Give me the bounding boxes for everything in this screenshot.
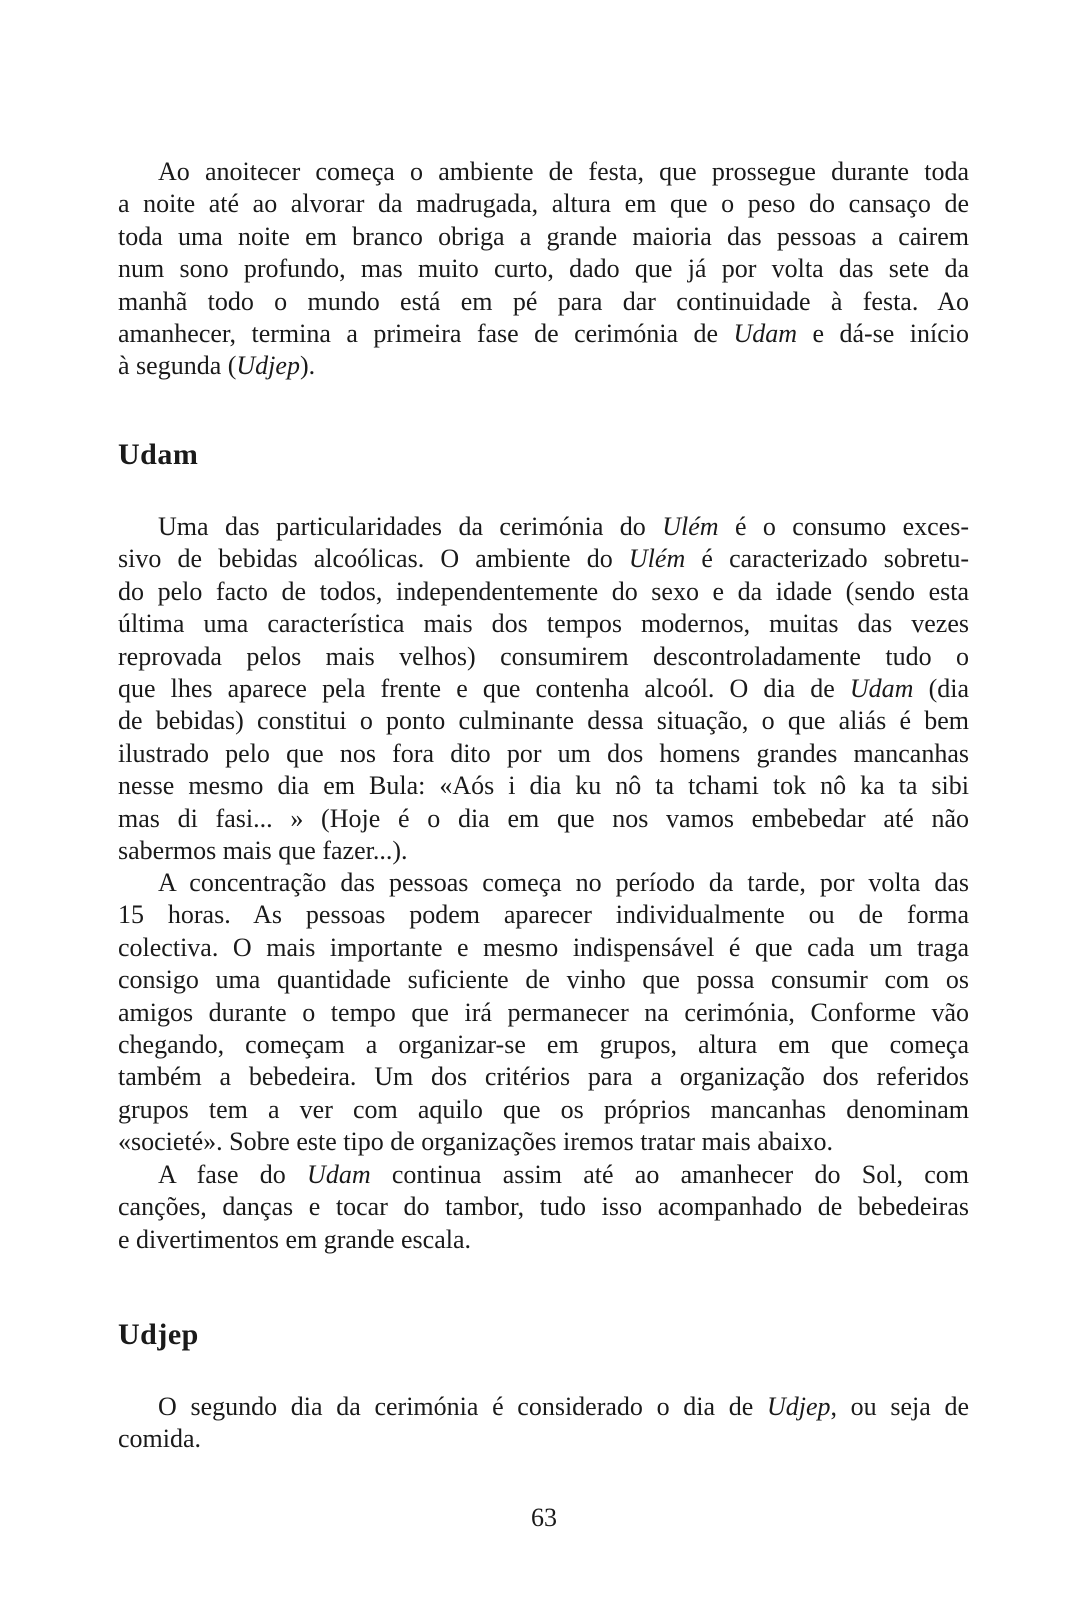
text-segment: Ao anoitecer começa o ambiente de festa, que prossegue durante toda	[158, 157, 969, 186]
text-segment: comida.	[118, 1424, 202, 1454]
text-line	[118, 318, 969, 350]
text-line	[118, 770, 969, 802]
text-line	[118, 608, 969, 640]
text-line	[118, 867, 969, 899]
text-segment: A fase do	[158, 1160, 308, 1189]
text-segment: colectiva. O mais importante e mesmo indispensável é que cada um traga	[118, 932, 969, 962]
text-segment: é caracterizado sobretu-	[685, 544, 969, 574]
text-segment: ilustrado pelo que nos fora dito por um dos homens grandes mancanhas	[118, 738, 969, 768]
text-segment: a noite até ao alvorar da madrugada, altura em que o peso do cansaço de	[118, 189, 969, 219]
text-segment: 15 horas. As pessoas podem aparecer individualmente ou de forma	[118, 900, 969, 930]
text-segment: sabermos mais que fazer...).	[118, 835, 408, 865]
paragraph-udam-1	[118, 511, 969, 867]
text-segment: sivo de bebidas alcoólicas. O ambiente do	[118, 544, 629, 574]
section-heading-udjep: Udjep	[118, 1318, 199, 1351]
section-heading-udam: Udam	[118, 438, 199, 471]
text-segment: continua assim até ao amanhecer do Sol, com	[370, 1160, 969, 1189]
italic-term: Udam	[733, 318, 798, 348]
text-segment: canções, danças e tocar do tambor, tudo isso acompanhado de bebedeiras	[118, 1192, 969, 1222]
text-line	[118, 1423, 969, 1455]
text-segment: grupos tem a ver com aquilo que os próprios mancanhas denominam	[118, 1094, 969, 1124]
italic-term: Udam	[849, 673, 914, 703]
text-line	[118, 705, 969, 737]
text-line	[118, 899, 969, 931]
text-segment: que lhes aparece pela frente e que contenha alcoól. O dia de	[118, 673, 850, 703]
text-line	[118, 1029, 969, 1061]
text-line	[118, 1224, 969, 1256]
italic-term: Ulém	[628, 544, 686, 574]
text-segment: amanhecer, termina a primeira fase de cerimónia de	[118, 318, 734, 348]
text-line	[118, 511, 969, 543]
text-line	[118, 350, 969, 382]
text-line	[118, 1191, 969, 1223]
paragraph-udam-2	[118, 867, 969, 1159]
italic-term: Ulém	[662, 512, 719, 541]
text-segment: Uma das particularidades da cerimónia do	[158, 512, 663, 541]
text-segment: A concentração das pessoas começa no período da tarde, por volta das	[158, 868, 969, 897]
text-line	[118, 543, 969, 575]
text-line	[118, 1126, 969, 1158]
italic-term: Udjep	[236, 351, 300, 381]
text-segment: e dá-se início	[797, 318, 969, 348]
italic-term: Udjep	[766, 1392, 831, 1421]
text-line	[118, 964, 969, 996]
text-line	[118, 738, 969, 770]
text-segment: ).	[299, 351, 316, 381]
text-line	[118, 156, 969, 188]
text-line	[118, 286, 969, 318]
paragraph-intro	[118, 156, 969, 383]
text-segment: O segundo dia da cerimónia é considerado o dia de	[158, 1392, 767, 1421]
text-line	[118, 641, 969, 673]
text-segment: consigo uma quantidade suficiente de vinho que possa consumir com os	[118, 965, 969, 995]
text-line	[118, 997, 969, 1029]
text-line	[118, 932, 969, 964]
paragraph-udam-3	[118, 1159, 969, 1256]
text-line	[118, 673, 969, 705]
text-segment: mas di fasi... » (Hoje é o dia em que nos vamos embebedar até não	[118, 803, 969, 833]
text-line	[118, 1159, 969, 1191]
text-segment: nesse mesmo dia em Bula: «Aós i dia ku nô ta tchami tok nô ka ta sibi	[118, 771, 969, 801]
text-segment: do pelo facto de todos, independentemente do sexo e da idade (sendo esta	[118, 576, 969, 606]
text-segment: reprovada pelos mais velhos) consumirem descontroladamente tudo o	[118, 641, 969, 671]
text-line	[118, 253, 969, 285]
text-segment: à segunda (	[118, 351, 237, 381]
page-number: 63	[531, 1503, 557, 1532]
text-line	[118, 576, 969, 608]
paragraph-udjep	[118, 1391, 969, 1456]
text-segment: é o consumo exces-	[718, 512, 969, 541]
text-line	[118, 221, 969, 253]
text-segment: e divertimentos em grande escala.	[118, 1224, 472, 1254]
text-segment: chegando, começam a organizar-se em grupos, altura em que começa	[118, 1029, 969, 1059]
text-segment: de bebidas) constitui o ponto culminante dessa situação, o que aliás é bem	[118, 706, 969, 736]
text-segment: manhã todo o mundo está em pé para dar continuidade à festa. Ao	[118, 286, 969, 316]
italic-term: Udam	[307, 1160, 371, 1189]
text-line	[118, 1094, 969, 1126]
text-line	[118, 1391, 969, 1423]
text-line	[118, 835, 969, 867]
text-segment: também a bebedeira. Um dos critérios para a organização dos referidos	[118, 1062, 969, 1092]
text-segment: toda uma noite em branco obriga a grande maioria das pessoas a cairem	[118, 221, 969, 251]
text-line	[118, 188, 969, 220]
text-line	[118, 803, 969, 835]
text-segment: amigos durante o tempo que irá permanecer na cerimónia, Conforme vão	[118, 997, 969, 1027]
text-segment: última uma característica mais dos tempos modernos, muitas das vezes	[118, 609, 969, 639]
text-segment: «societé». Sobre este tipo de organizações iremos tratar mais abaixo.	[118, 1127, 833, 1157]
text-segment: (dia	[913, 673, 969, 703]
text-segment: , ou seja de	[830, 1392, 969, 1421]
text-line	[118, 1061, 969, 1093]
text-segment: num sono profundo, mas muito curto, dado que já por volta das sete da	[118, 254, 969, 284]
